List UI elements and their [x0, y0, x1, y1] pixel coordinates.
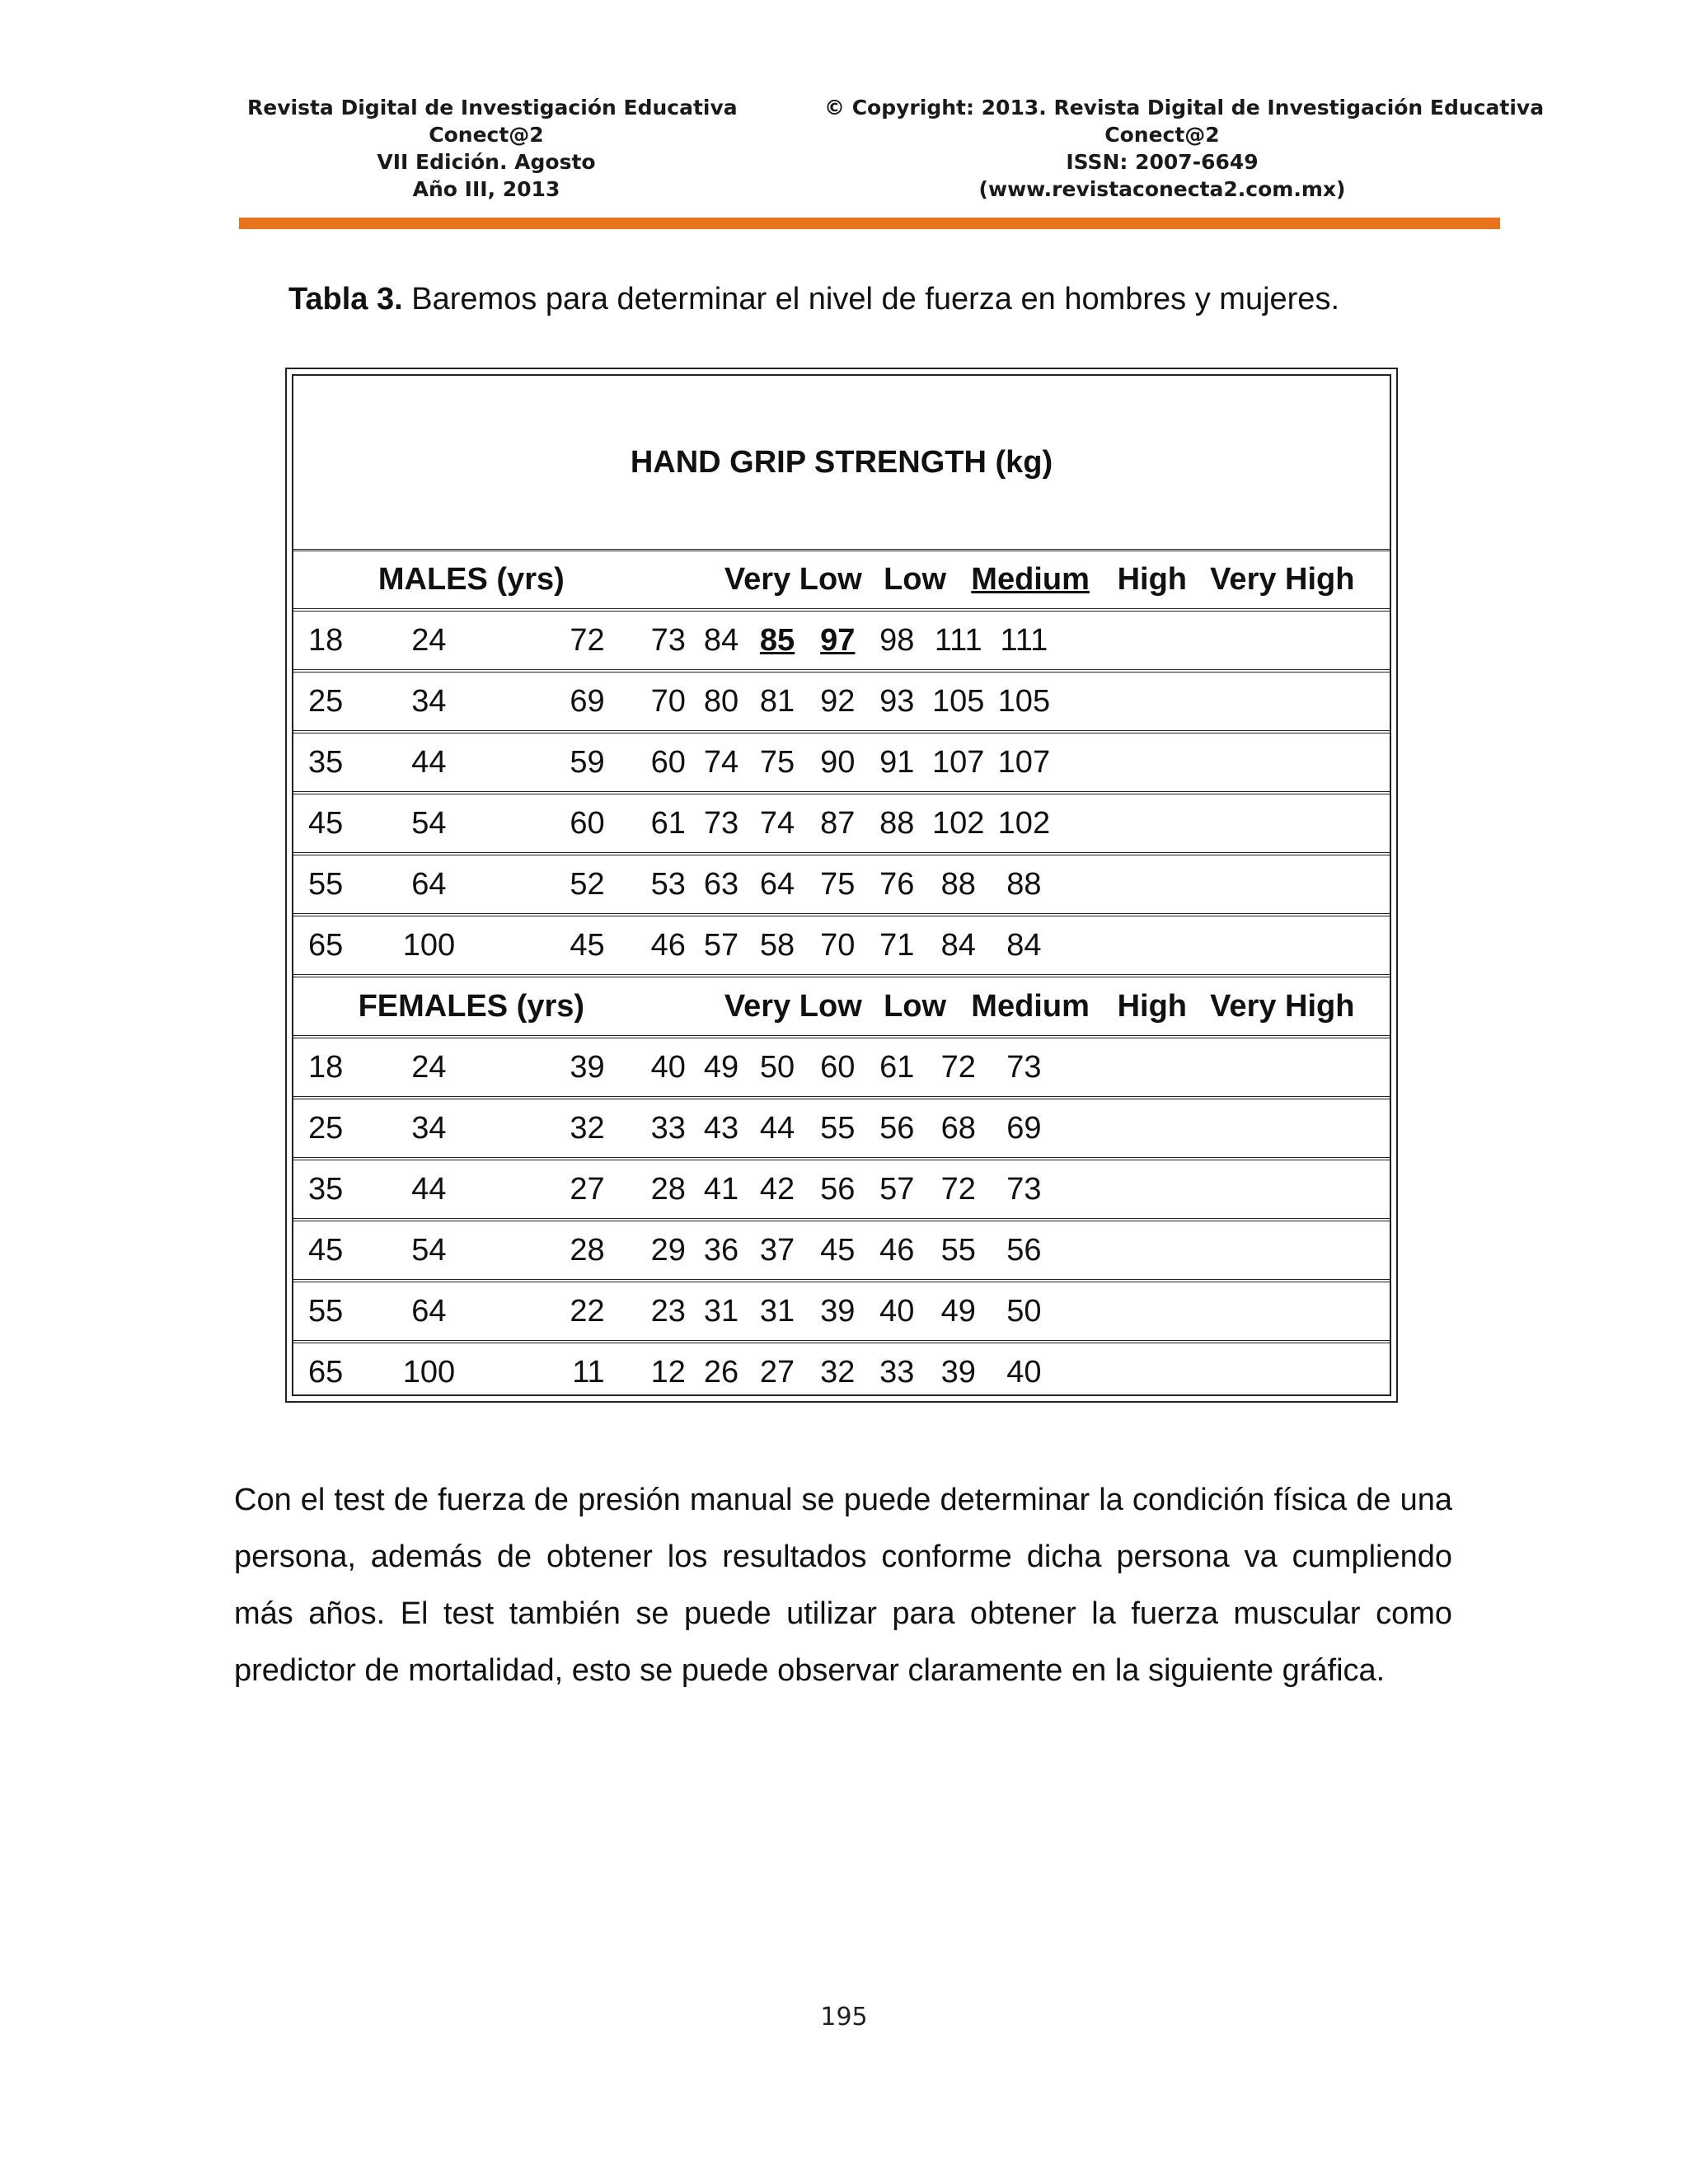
males-header-cell: Very Low — [724, 562, 862, 597]
table-cell: 69 — [1006, 1111, 1042, 1146]
table-cell: 74 — [759, 806, 795, 841]
females-header-cell: FEMALES (yrs) — [358, 989, 585, 1024]
table-cell: 24 — [411, 1050, 447, 1085]
table-cell: 55 — [940, 1233, 976, 1268]
table-cell: 11 — [572, 1355, 605, 1390]
females-header-cell: Medium — [971, 989, 1090, 1024]
table-title: HAND GRIP STRENGTH (kg) — [293, 376, 1390, 551]
table-cell: 27 — [570, 1172, 605, 1207]
table-cell: 81 — [759, 684, 795, 719]
table-cell: 28 — [650, 1172, 686, 1207]
table-row — [293, 794, 1390, 855]
table-cell: 44 — [759, 1111, 795, 1146]
table-cell: 39 — [570, 1050, 605, 1085]
table-cell: 56 — [820, 1172, 856, 1207]
table-cell: 49 — [703, 1050, 739, 1085]
table-cell: 44 — [411, 1172, 447, 1207]
journal-header-right — [824, 94, 1545, 203]
table-row — [293, 855, 1390, 916]
issn: ISSN: 2007-6649 — [1066, 150, 1259, 174]
table-cell: 32 — [570, 1111, 605, 1146]
table-cell: 57 — [879, 1172, 915, 1207]
table-cell: 39 — [820, 1294, 856, 1329]
table-cell: 102 — [997, 806, 1051, 841]
table-row — [293, 1343, 1390, 1404]
table-row — [293, 1282, 1390, 1343]
males-header-cell: Very High — [1210, 562, 1355, 597]
table-cell: 40 — [879, 1294, 915, 1329]
table-cell: 93 — [879, 684, 915, 719]
table-cell: 40 — [650, 1050, 686, 1085]
table-cell: 18 — [307, 623, 344, 658]
table-cell: 12 — [650, 1355, 686, 1390]
table-cell: 33 — [879, 1355, 915, 1390]
table-cell: 29 — [650, 1233, 686, 1268]
males-header-cell: MALES (yrs) — [377, 562, 565, 597]
table-cell: 85 — [759, 623, 795, 658]
table-cell: 33 — [650, 1111, 686, 1146]
table-cell: 73 — [703, 806, 739, 841]
table-cell: 46 — [879, 1233, 915, 1268]
table-cell: 100 — [402, 928, 456, 963]
table-cell: 61 — [650, 806, 686, 841]
table-cell: 107 — [932, 745, 985, 780]
table-cell: 52 — [570, 867, 605, 902]
table-cell: 92 — [820, 684, 856, 719]
table-cell: 65 — [307, 928, 344, 963]
table-cell: 58 — [759, 928, 795, 963]
table-cell: 56 — [1006, 1233, 1042, 1268]
table-cell: 31 — [759, 1294, 795, 1329]
table-cell: 59 — [570, 745, 605, 780]
table-row — [293, 673, 1390, 733]
journal-name: Revista Digital de Investigación Educativa — [247, 96, 738, 120]
table-cell: 45 — [307, 806, 344, 841]
table-cell: 60 — [570, 806, 605, 841]
females-header-cell: High — [1117, 989, 1188, 1024]
table-cell: 97 — [820, 623, 856, 658]
table-cell: 55 — [307, 867, 344, 902]
edition: VII Edición. Agosto — [377, 150, 596, 174]
table-row — [293, 1160, 1390, 1221]
table-cell: 84 — [940, 928, 976, 963]
table-cell: 25 — [307, 684, 344, 719]
table-row — [293, 1221, 1390, 1282]
year: Año III, 2013 — [412, 177, 560, 201]
table-cell: 105 — [997, 684, 1051, 719]
journal-short-name: Conect@2 — [429, 123, 544, 147]
table-cell: 40 — [1006, 1355, 1042, 1390]
table-cell: 28 — [570, 1233, 605, 1268]
table-cell: 68 — [940, 1111, 976, 1146]
table-cell: 102 — [932, 806, 985, 841]
table-cell: 70 — [820, 928, 856, 963]
header-rule — [239, 218, 1500, 229]
table-cell: 27 — [759, 1355, 795, 1390]
table-cell: 35 — [307, 1172, 344, 1207]
table-cell: 50 — [759, 1050, 795, 1085]
table-cell: 42 — [759, 1172, 795, 1207]
table-cell: 35 — [307, 745, 344, 780]
table-cell: 98 — [879, 623, 915, 658]
table-cell: 56 — [879, 1111, 915, 1146]
table-cell: 50 — [1006, 1294, 1042, 1329]
table-cell: 75 — [759, 745, 795, 780]
table-cell: 75 — [820, 867, 856, 902]
table-cell: 100 — [402, 1355, 456, 1390]
strength-table — [285, 368, 1398, 1403]
table-cell: 37 — [759, 1233, 795, 1268]
table-cell: 36 — [703, 1233, 739, 1268]
table-cell: 55 — [820, 1111, 856, 1146]
table-cell: 87 — [820, 806, 856, 841]
table-cell: 23 — [650, 1294, 686, 1329]
table-cell: 64 — [411, 867, 447, 902]
caption-lead: Tabla 3. — [288, 282, 403, 316]
table-cell: 44 — [411, 745, 447, 780]
females-header-cell: Low — [884, 989, 947, 1024]
males-header-cell: Medium — [971, 562, 1090, 597]
females-header-row — [293, 977, 1390, 1038]
table-row — [293, 1038, 1390, 1099]
table-cell: 39 — [940, 1355, 976, 1390]
table-cell: 41 — [703, 1172, 739, 1207]
table-cell: 70 — [650, 684, 686, 719]
table-cell: 76 — [879, 867, 915, 902]
strength-table-inner — [292, 374, 1391, 1396]
table-cell: 90 — [820, 745, 856, 780]
table-cell: 54 — [411, 806, 447, 841]
table-cell: 34 — [411, 684, 447, 719]
females-header-cell: Very Low — [724, 989, 862, 1024]
table-cell: 91 — [879, 745, 915, 780]
table-cell: 53 — [650, 867, 686, 902]
table-cell: 73 — [1006, 1050, 1042, 1085]
table-cell: 111 — [1000, 623, 1048, 658]
table-cell: 45 — [307, 1233, 344, 1268]
table-cell: 88 — [940, 867, 976, 902]
table-cell: 88 — [1006, 867, 1042, 902]
table-cell: 61 — [879, 1050, 915, 1085]
website: (www.revistaconecta2.com.mx) — [978, 177, 1346, 201]
body-paragraph: Con el test de fuerza de presión manual se puede determinar la condición física de una persona, además de obtener los resultados conforme dicha persona va cumpliendo más años. El test también se puede utilizar para obtener la fuerza muscular como predictor de mortalidad, esto se puede observar claramente en la siguiente gráfica. — [234, 1483, 1452, 1688]
table-cell: 24 — [411, 623, 447, 658]
table-cell: 31 — [703, 1294, 739, 1329]
table-cell: 57 — [703, 928, 739, 963]
table-cell: 26 — [703, 1355, 739, 1390]
table-cell: 64 — [411, 1294, 447, 1329]
table-cell: 69 — [570, 684, 605, 719]
table-cell: 64 — [759, 867, 795, 902]
table-row — [293, 1099, 1390, 1160]
caption-text: Baremos para determinar el nivel de fuerza en hombres y mujeres. — [402, 282, 1339, 316]
males-header-row — [293, 551, 1390, 612]
table-caption — [288, 280, 1492, 318]
table-cell: 60 — [650, 745, 686, 780]
table-cell: 54 — [411, 1233, 447, 1268]
table-cell: 73 — [650, 623, 686, 658]
table-cell: 34 — [411, 1111, 447, 1146]
table-cell: 60 — [820, 1050, 856, 1085]
table-cell: 107 — [997, 745, 1051, 780]
table-cell: 65 — [307, 1355, 344, 1390]
table-cell: 111 — [934, 623, 982, 658]
table-cell: 84 — [1006, 928, 1042, 963]
table-cell: 72 — [940, 1172, 976, 1207]
page-number: 195 — [820, 2003, 868, 2032]
females-header-cell: Very High — [1210, 989, 1355, 1024]
table-cell: 72 — [570, 623, 605, 658]
males-header-cell: Low — [884, 562, 947, 597]
table-row — [293, 916, 1390, 977]
journal-header-left — [247, 94, 738, 203]
table-cell: 80 — [703, 684, 739, 719]
males-header-cell: High — [1117, 562, 1188, 597]
table-cell: 25 — [307, 1111, 344, 1146]
table-cell: 84 — [703, 623, 739, 658]
table-cell: 32 — [820, 1355, 856, 1390]
table-cell: 71 — [879, 928, 915, 963]
table-cell: 88 — [879, 806, 915, 841]
table-row — [293, 733, 1390, 794]
table-cell: 46 — [650, 928, 686, 963]
table-cell: 18 — [307, 1050, 344, 1085]
table-cell: 63 — [703, 867, 739, 902]
table-cell: 22 — [570, 1294, 605, 1329]
journal-short-name-right: Conect@2 — [1104, 123, 1220, 147]
table-cell: 73 — [1006, 1172, 1042, 1207]
table-cell: 72 — [940, 1050, 976, 1085]
table-cell: 74 — [703, 745, 739, 780]
table-cell: 105 — [932, 684, 985, 719]
table-cell: 45 — [570, 928, 605, 963]
table-cell: 55 — [307, 1294, 344, 1329]
table-row — [293, 612, 1390, 673]
table-cell: 49 — [940, 1294, 976, 1329]
table-cell: 45 — [820, 1233, 856, 1268]
copyright: © Copyright: 2013. Revista Digital de Investigación Educativa — [824, 96, 1545, 120]
table-cell: 43 — [703, 1111, 739, 1146]
